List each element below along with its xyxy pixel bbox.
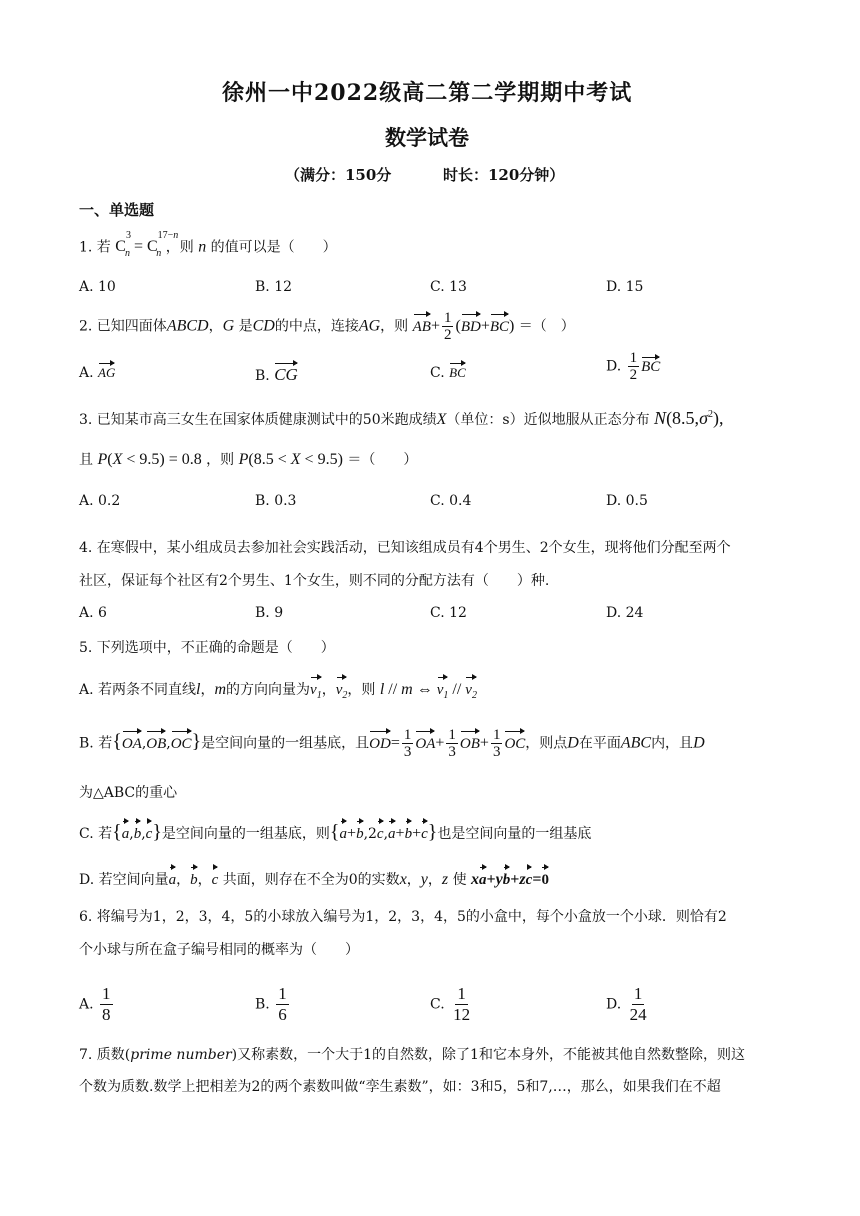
q2-cd: CD xyxy=(252,317,275,335)
q5-b-frac1: $\frac{1}{3}$ xyxy=(403,727,412,760)
q5-c-a: a xyxy=(122,820,130,845)
question-4-line1: 4. 在寒假中，某小组成员去参加社会实践活动，已知该组成员有4个男生、2个女生，现将他们分配至两个 xyxy=(79,540,731,556)
q5-b-mid3: 在平面 xyxy=(578,735,621,752)
question-6-line1: 6. 将编号为1，2，3，4，5的小球放入编号为1，2，3，4，5的小盒中，每个小盒放一个小球．则恰有2 xyxy=(79,909,727,925)
q2-g: G xyxy=(222,317,235,335)
q2-option-d-label: D. xyxy=(606,358,622,375)
q5-c-b: b xyxy=(134,820,142,845)
q1-suffix2: 的值可以是（ ） xyxy=(210,239,337,256)
q6-option-b-label: B. xyxy=(255,996,270,1013)
q4-option-b: B. 9 xyxy=(255,605,284,621)
q5-b-oa: OA xyxy=(122,730,142,755)
q6-option-a xyxy=(79,984,115,1025)
q5-a-end: ，则 xyxy=(347,682,376,698)
q1-option-c: C. 13 xyxy=(430,279,467,295)
q3-line2a: 且 xyxy=(79,452,93,468)
q3-normal-dist: $N(8.5,\sigma^2)$, xyxy=(654,408,724,428)
q3-line1: 3. 已知某市高三女生在国家体质健康测试中的50米跑成绩 xyxy=(79,412,437,428)
q3-var-x: X xyxy=(436,411,447,428)
q5-b-oa2: OA xyxy=(415,730,435,755)
q2-option-c-label: C. xyxy=(430,365,445,381)
q2-vec-bc: BC xyxy=(490,313,509,338)
q4-option-d: D. 24 xyxy=(606,605,644,621)
q1-option-d: D. 15 xyxy=(606,279,644,295)
q7-line1a: 7. 质数( xyxy=(79,1047,131,1063)
q3-option-b: B. 0.3 xyxy=(255,493,297,509)
exam-title: 徐州一中2022级高二第二学期期中考试 xyxy=(222,80,633,106)
q5-b-prefix: B. 若 xyxy=(79,735,113,752)
q5-option-d: D. 若空间向量a，b，c 共面，则存在不全为0的实数x，y，z 使 xa+yb+zc=0 xyxy=(79,866,549,891)
q2-option-d xyxy=(606,350,660,383)
question-3-line1 xyxy=(79,404,723,431)
q5-b-oc2: OC xyxy=(504,730,525,755)
q2-option-b xyxy=(255,362,298,385)
q5-a-v1b: $v_1$ xyxy=(437,676,449,707)
q6-option-c-label: C. xyxy=(430,996,445,1013)
q5-d-prefix: D. 若空间向量 xyxy=(79,872,169,888)
q5-c-prefix: C. 若 xyxy=(79,826,113,842)
q4-option-a: A. 6 xyxy=(79,605,107,621)
q5-option-a: A. 若两条不同直线l，m的方向向量为$v_1$，$v_2$，则 l // m ⇔ $v_1 // v_2$ xyxy=(79,676,477,707)
q5-a-mid: 的方向向量为 xyxy=(226,682,311,698)
q7-prime-number: prime number xyxy=(130,1047,232,1063)
q5-b-d: D xyxy=(567,734,579,752)
q5-d-mid: 共面，则存在不全为0的实数 xyxy=(222,872,400,888)
q2-text-a: 2. 已知四面体 xyxy=(79,318,167,335)
score-info: （满分：150分 xyxy=(285,166,392,184)
q2-text-d: 的中点，连接 xyxy=(274,318,359,335)
question-2: 2. 已知四面体ABCD，G 是CD的中点，连接AG，则 AB+ $\frac{1}{2}$ (BD+BC) ＝（ ） xyxy=(79,310,575,343)
q2-option-a-label: A. xyxy=(79,365,94,381)
q5-a-v2: $v_2$ xyxy=(336,676,348,707)
question-3-line2 xyxy=(79,449,417,471)
q3-line2c: ＝（ ） xyxy=(347,452,418,468)
q1-option-b: B. 12 xyxy=(255,279,293,295)
q5-a-m: m xyxy=(214,681,227,698)
q5-c-mid: 是空间向量的一组基底，则 xyxy=(161,826,330,842)
q2-option-c-vec: BC xyxy=(449,362,466,381)
question-7-line1 xyxy=(79,1044,745,1066)
q5-b-ob2: OB xyxy=(460,730,480,755)
q2-option-b-label: B. xyxy=(255,368,270,384)
q2-text-c: 是 xyxy=(238,318,253,335)
q5-a-relation: l // m ⇔ xyxy=(379,681,437,698)
question-6-line2: 个小球与所在盒子编号相同的概率为（ ） xyxy=(79,942,359,958)
q5-b-end: 内，且 xyxy=(651,735,694,752)
q5-a-v1: $v_1$ xyxy=(310,676,322,707)
q3-option-d: D. 0.5 xyxy=(606,493,648,509)
q1-formula: $C^3_n = C^{17-n}_n$ xyxy=(115,230,179,259)
q5-c-end: 也是空间向量的一组基底 xyxy=(437,826,592,842)
q6-option-a-label: A. xyxy=(79,996,94,1013)
q5-option-c: C. 若{a,b,c}是空间向量的一组基底，则{a+b,2c,a+b+c}也是空间向量的一组基底 xyxy=(79,821,592,843)
time-info: 时长：120分钟） xyxy=(443,166,565,184)
q6-option-c xyxy=(430,984,474,1025)
q2-text-f: ＝（ ） xyxy=(518,318,575,335)
q5-d-y: y xyxy=(420,871,428,888)
q2-option-a-vec: AG xyxy=(98,362,115,381)
q3-line2b: ，则 xyxy=(206,452,235,468)
q5-b-mid: 是空间向量的一组基底，且 xyxy=(201,735,370,752)
q2-abcd: ABCD xyxy=(166,317,209,335)
exam-subtitle: 数学试卷 xyxy=(385,125,469,150)
q5-b-od: OD xyxy=(369,730,391,755)
q6-option-a-frac: $\frac{1}{8}$ xyxy=(102,984,111,1024)
q5-b-mid2: ，则点 xyxy=(525,735,568,752)
q6-option-c-frac: $\frac{1}{12}$ xyxy=(453,984,471,1024)
q5-b-frac2: $\frac{1}{3}$ xyxy=(448,727,456,760)
q2-option-d-frac: $\frac{1}{2}$ xyxy=(629,350,638,383)
question-7-line2: 个数为质数.数学上把相差为2的两个素数叫做“孪生素数”，如：3和5，5和7,…，那么，如果我们在不超 xyxy=(79,1079,721,1095)
q6-option-b-frac: $\frac{1}{6}$ xyxy=(278,984,287,1024)
q3-option-a: A. 0.2 xyxy=(79,493,121,509)
q5-d-z: z xyxy=(441,871,449,888)
q2-option-a xyxy=(79,362,115,381)
q7-line1b: )又称素数，一个大于1的自然数，除了1和它本身外，不能被其他自然数整除，则这 xyxy=(231,1047,745,1063)
q5-a-v2b: $v_2$ xyxy=(465,676,477,707)
q2-vec-ab: AB xyxy=(413,313,431,338)
q5-d-x: x xyxy=(399,871,407,888)
q5-b-ob: OB xyxy=(146,730,166,755)
question-4-line2: 社区，保证每个社区有2个男生、1个女生，则不同的分配方法有（ ）种. xyxy=(79,573,550,589)
q5-c-c: c xyxy=(146,820,153,845)
q2-option-c xyxy=(430,362,466,381)
q5-option-b: B. 若{OA,OB,OC}是空间向量的一组基底，且OD= $\frac{1}{3}$ OA+ $\frac{1}{3}$ OB+ $\frac{1}{3}$ OC，则点D在平面ABC内，且D xyxy=(79,727,705,760)
q5-a-prefix: A. 若两条不同直线 xyxy=(79,682,197,698)
q1-suffix: ，则 xyxy=(165,239,194,256)
q5-d-a: a xyxy=(169,866,177,891)
q3-line1b: （单位：s）近似地服从正态分布 xyxy=(446,412,650,428)
q2-half: $\frac{1}{2}$ xyxy=(443,310,452,343)
q2-option-b-vec: CG xyxy=(274,362,298,385)
q3-prob1: P(X < 9.5) = 0.8 xyxy=(97,451,202,468)
q5-d-end: 使 xyxy=(452,872,467,888)
q2-option-d-vec: BC xyxy=(641,356,660,376)
q5-b-abc: ABC xyxy=(620,734,652,752)
q5-d-c: c xyxy=(212,866,219,891)
q5-b-d2: D xyxy=(693,734,705,752)
q1-var-n: n xyxy=(198,238,207,256)
q2-ag: AG xyxy=(358,317,381,335)
q5-option-b-line2: 为△ABC的重心 xyxy=(79,785,178,801)
q2-text-b: ， xyxy=(208,318,223,335)
q6-option-d-label: D. xyxy=(606,996,622,1013)
section-heading: 一、单选题 xyxy=(79,201,155,219)
q5-d-b: b xyxy=(190,866,198,891)
q5-d-equation: xa+yb+zc=0 xyxy=(471,871,549,888)
q5-b-frac3: $\frac{1}{3}$ xyxy=(492,727,501,760)
q6-option-d xyxy=(606,984,651,1025)
q5-b-oc: OC xyxy=(171,730,192,755)
q3-prob2: P(8.5 < X < 9.5) xyxy=(238,451,343,468)
question-5-stem: 5. 下列选项中，不正确的命题是（ ） xyxy=(79,640,335,656)
q6-option-b xyxy=(255,984,291,1025)
q4-option-c: C. 12 xyxy=(430,605,467,621)
q6-option-d-frac: $\frac{1}{24}$ xyxy=(629,984,647,1024)
q1-option-a: A. 10 xyxy=(79,279,116,295)
q2-vec-bd: BD xyxy=(461,313,481,338)
q3-option-c: C. 0.4 xyxy=(430,493,472,509)
question-1 xyxy=(79,232,337,265)
q5-a-l: l xyxy=(196,681,201,698)
q1-prefix: 1. 若 xyxy=(79,239,111,256)
q2-text-e: ，则 xyxy=(380,318,409,335)
